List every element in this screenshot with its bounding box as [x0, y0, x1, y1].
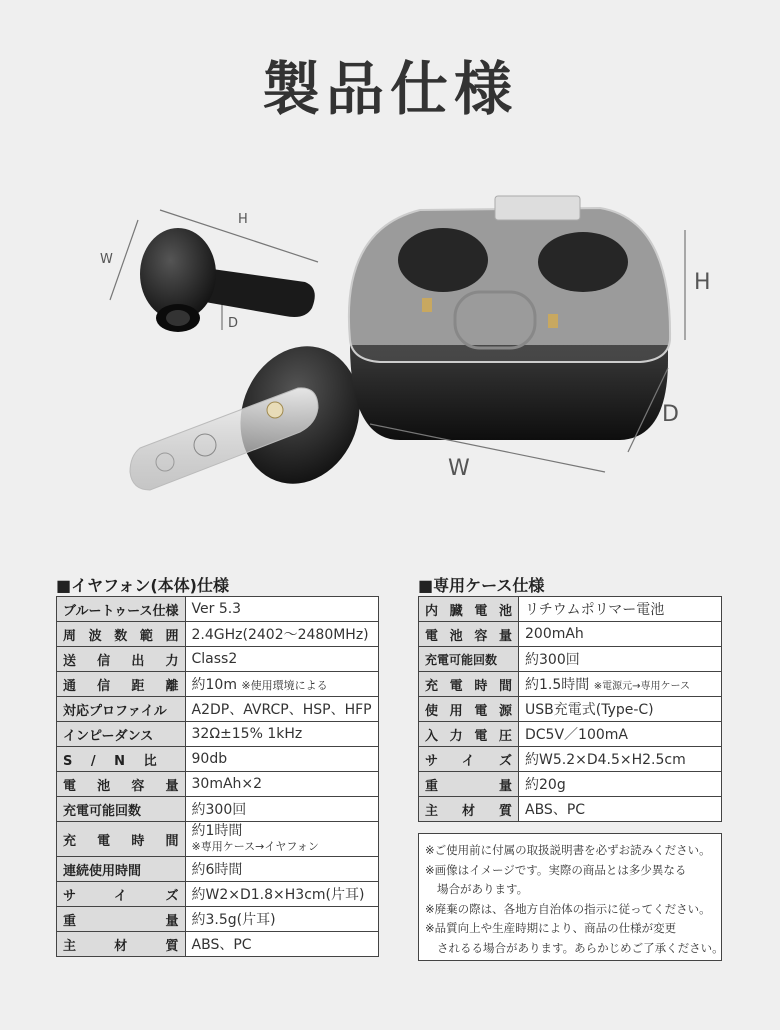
earbud-bottom: [130, 329, 378, 500]
spec-key: 充電可能回数: [419, 647, 519, 672]
note-line: 場合があります。: [437, 882, 529, 896]
spec-key: 対応プロファイル: [57, 697, 186, 722]
charging-case: [349, 196, 670, 440]
spec-value: DC5V／100mA: [519, 722, 722, 747]
table-row: [57, 672, 379, 697]
spec-value: 約6時間: [185, 857, 378, 882]
spec-value: [185, 672, 378, 697]
table-row: [419, 672, 722, 697]
table-row: [419, 647, 722, 672]
spec-key: 使用電源: [419, 697, 519, 722]
note-line: ※画像はイメージです。実際の商品とは多少異なる: [425, 862, 687, 877]
table-row: [57, 822, 379, 857]
table-row: [57, 882, 379, 907]
spec-key: 重量: [57, 907, 186, 932]
spec-value: 約300回: [185, 797, 378, 822]
spec-key: 電池容量: [419, 622, 519, 647]
note-line: されるる場合があります。あらかじめご了承ください。: [437, 940, 724, 955]
spec-note: ※電源元→専用ケース: [593, 681, 690, 692]
table-row: [57, 597, 379, 622]
earbud-depth-label: D: [228, 316, 239, 331]
spec-value: A2DP、AVRCP、HSP、HFP: [185, 697, 378, 722]
table-row: [57, 932, 379, 957]
spec-key: 周波数範囲: [57, 622, 186, 647]
spec-key: サイズ: [57, 882, 186, 907]
spec-key: 電池容量: [57, 772, 186, 797]
spec-key: 重量: [419, 772, 519, 797]
spec-key: 主材質: [57, 932, 186, 957]
note-line: ※ご使用前に付属の取扱説明書を必ずお読みください。: [425, 843, 711, 857]
table-row: [419, 747, 722, 772]
dim-line-w: [110, 220, 138, 300]
spec-value: リチウムポリマー電池: [519, 597, 722, 622]
table-row: [57, 622, 379, 647]
spec-key: 送信出力: [57, 647, 186, 672]
spec-key: 充電可能回数: [57, 797, 186, 822]
case-spec-table: [418, 596, 722, 822]
table-row: [419, 597, 722, 622]
spec-value: 約3.5g(片耳): [185, 907, 378, 932]
spec-value-main: 約1時間: [191, 823, 243, 839]
table-row: [419, 797, 722, 822]
earbud-height-label: H: [238, 212, 248, 227]
spec-key: インピーダンス: [57, 722, 186, 747]
spec-key: 入力電圧: [419, 722, 519, 747]
spec-key: 連続使用時間: [57, 857, 186, 882]
table-row: [419, 622, 722, 647]
table-row: [57, 857, 379, 882]
spec-key: 充電時間: [57, 822, 186, 857]
spec-note: ※使用環境による: [241, 679, 328, 692]
spec-value-main: 約10m: [191, 677, 237, 693]
case-depth-label: D: [662, 402, 679, 427]
spec-key: ブルートゥース仕様: [57, 597, 186, 622]
spec-value: ABS、PC: [519, 797, 722, 822]
spec-value-main: 約1.5時間: [525, 677, 590, 693]
spec-value: ABS、PC: [185, 932, 378, 957]
earphone-spec-heading: ■イヤフォン(本体)仕様: [56, 576, 229, 595]
spec-key: 充電時間: [419, 672, 519, 697]
spec-value: 200mAh: [519, 622, 722, 647]
table-row: [419, 722, 722, 747]
spec-key: サイズ: [419, 747, 519, 772]
spec-key: 通信距離: [57, 672, 186, 697]
table-row: [419, 772, 722, 797]
earphone-spec-table: [56, 596, 379, 957]
spec-value: 約W2×D1.8×H3cm(片耳): [185, 882, 378, 907]
spec-note: ※専用ケース→イヤフォン: [191, 840, 319, 853]
spec-value: Ver 5.3: [185, 597, 378, 622]
note-line: ※廃棄の際は、各地方自治体の指示に従ってください。: [425, 901, 711, 916]
spec-value: 約300回: [519, 647, 722, 672]
spec-key: 内臓電池: [419, 597, 519, 622]
earbud-width-label: W: [100, 252, 113, 267]
spec-value: 約20g: [519, 772, 722, 797]
case-height-label: H: [694, 270, 711, 295]
case-spec-heading: ■専用ケース仕様: [418, 576, 545, 595]
table-row: [57, 697, 379, 722]
spec-value: [185, 822, 378, 857]
spec-key: 主材質: [419, 797, 519, 822]
spec-value: [519, 672, 722, 697]
table-row: [57, 907, 379, 932]
spec-value: 32Ω±15% 1kHz: [185, 722, 378, 747]
table-row: [57, 647, 379, 672]
spec-value: 約W5.2×D4.5×H2.5cm: [519, 747, 722, 772]
note-line: ※品質向上や生産時期により、商品の仕様が変更: [425, 921, 677, 935]
table-row: [57, 747, 379, 772]
spec-key: S / N 比: [57, 747, 186, 772]
notes-box: [418, 833, 722, 961]
page-title: 製品仕様: [261, 55, 518, 123]
spec-value: 2.4GHz(2402〜2480MHz): [185, 622, 378, 647]
table-row: [57, 797, 379, 822]
spec-value: Class2: [185, 647, 378, 672]
table-row: [57, 772, 379, 797]
product-illustration: [0, 190, 780, 520]
spec-value: USB充電式(Type-C): [519, 697, 722, 722]
earbuds-and-case-image: [0, 190, 780, 520]
spec-value: 30mAh×2: [185, 772, 378, 797]
case-width-label: W: [448, 456, 470, 481]
table-row: [57, 722, 379, 747]
table-row: [419, 697, 722, 722]
spec-value: 90db: [185, 747, 378, 772]
